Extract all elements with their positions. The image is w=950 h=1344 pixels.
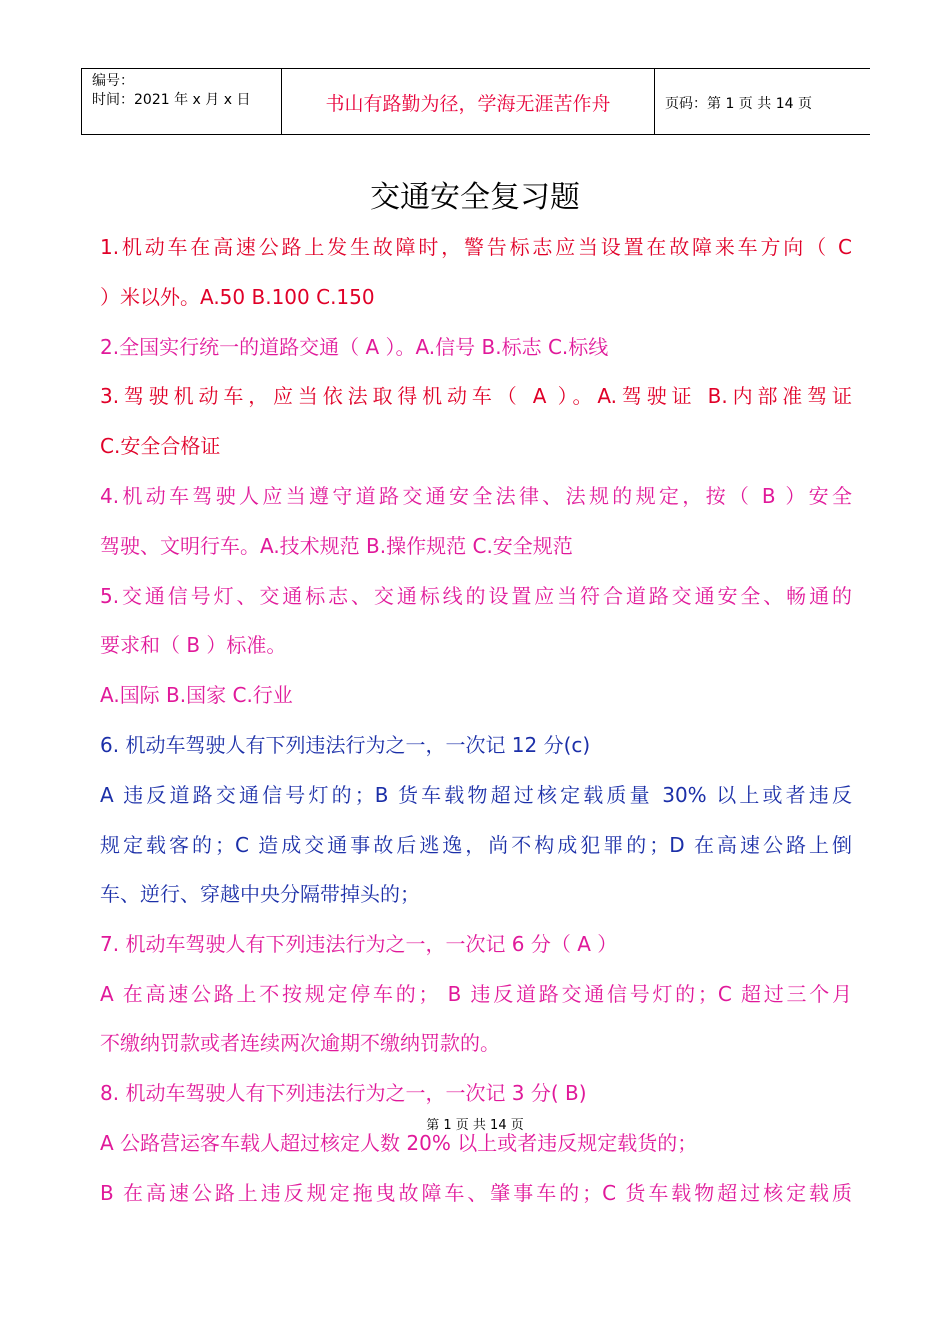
text-line: 4.机动车驾驶人应当遵守道路交通安全法律、法规的规定，按（ B ）安全 bbox=[100, 484, 852, 508]
text-line: B 在高速公路上违反规定拖曳故障车、肇事车的；C 货车载物超过核定载质 bbox=[100, 1181, 852, 1205]
page-footer: 第 1 页 共 14 页 bbox=[426, 1118, 524, 1133]
text-line: 8. 机动车驾驶人有下列违法行为之一，一次记 3 分( B) bbox=[100, 1081, 587, 1105]
text-line: ）米以外。A.50 B.100 C.150 bbox=[100, 285, 375, 309]
document-title: 交通安全复习题 bbox=[370, 180, 580, 215]
header-info-cell bbox=[82, 69, 282, 134]
header-motto-cell bbox=[282, 69, 655, 134]
text-line: 6. 机动车驾驶人有下列违法行为之一，一次记 12 分(c) bbox=[100, 733, 591, 757]
text-line: A 公路营运客车载人超过核定人数 20% 以上或者违反规定载货的； bbox=[100, 1131, 698, 1155]
text-line: 规定载客的；C 造成交通事故后逃逸，尚不构成犯罪的；D 在高速公路上倒 bbox=[100, 833, 852, 857]
text-line: 3.驾驶机动车，应当依法取得机动车（ A ）。A.驾驶证 B.内部准驾证 bbox=[100, 384, 852, 408]
text-line: 要求和（ B ）标准。 bbox=[100, 633, 287, 657]
text-line: A 违反道路交通信号灯的；B 货车载物超过核定载质量 30% 以上或者违反 bbox=[100, 783, 852, 807]
motto: 书山有路勤为径，学海无涯苦作舟 bbox=[325, 93, 611, 115]
text-line: 7. 机动车驾驶人有下列违法行为之一，一次记 6 分（ A ） bbox=[100, 932, 618, 956]
text-line: A.国际 B.国家 C.行业 bbox=[100, 683, 293, 707]
text-line: 5.交通信号灯、交通标志、交通标线的设置应当符合道路交通安全、畅通的 bbox=[100, 584, 852, 608]
text-line: 2.全国实行统一的道路交通（ A ）。A.信号 B.标志 C.标线 bbox=[100, 335, 609, 359]
text-line: 车、逆行、穿越中央分隔带掉头的； bbox=[100, 882, 420, 906]
text-line: C.安全合格证 bbox=[100, 434, 221, 458]
text-line: 不缴纳罚款或者连续两次逾期不缴纳罚款的。 bbox=[100, 1031, 500, 1055]
page-code: 页码：第 1 页 共 14 页 bbox=[665, 96, 812, 112]
time-label: 时间：2021 年 x 月 x 日 bbox=[92, 92, 251, 108]
text-line: 驾驶、文明行车。A.技术规范 B.操作规范 C.安全规范 bbox=[100, 534, 573, 558]
text-line: A 在高速公路上不按规定停车的； B 违反道路交通信号灯的；C 超过三个月 bbox=[100, 982, 852, 1006]
header-page-cell bbox=[655, 69, 870, 134]
header-table bbox=[81, 68, 870, 135]
number-label: 编号： bbox=[92, 73, 134, 89]
text-line: 1.机动车在高速公路上发生故障时，警告标志应当设置在故障来车方向（ C bbox=[100, 235, 852, 259]
